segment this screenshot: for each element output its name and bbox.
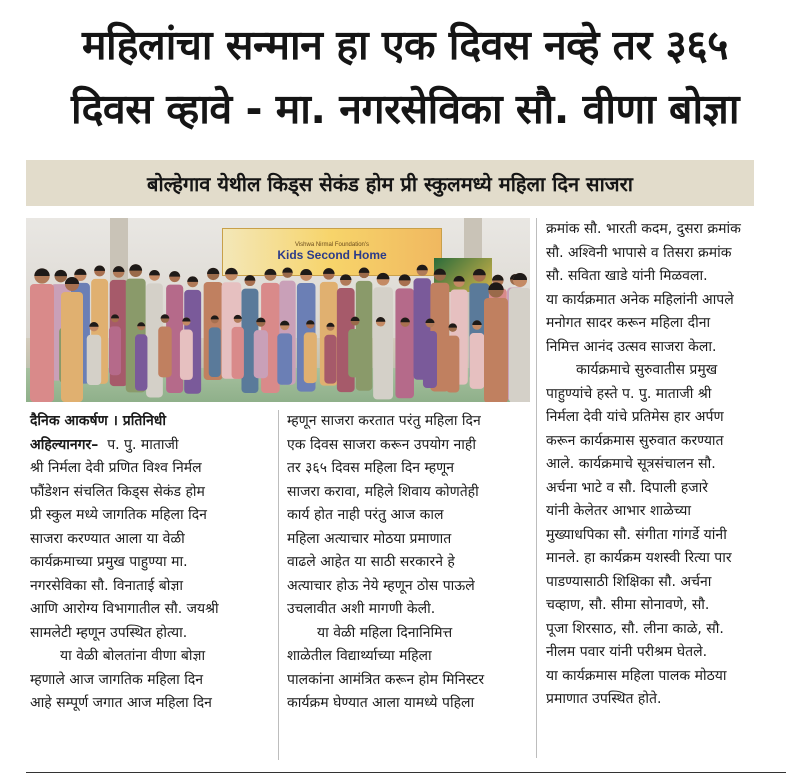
- child-body: [277, 333, 292, 384]
- article-line: श्री निर्मला देवी प्रणित विश्व निर्मल: [30, 460, 202, 476]
- child-body: [180, 330, 193, 380]
- article-line: यांनी केलेतर आभार शाळेच्या: [546, 503, 692, 519]
- adult-hair: [245, 275, 256, 280]
- adult-hair: [300, 269, 312, 275]
- dateline-place: अहिल्यानगर–: [30, 436, 99, 453]
- adult-hair: [399, 274, 411, 280]
- adult-hair: [113, 266, 124, 272]
- article-line: कार्यक्रमाचे सुरुवातीस प्रमुख: [576, 362, 718, 378]
- article-line: सामलेटी म्हणून उपस्थित होत्या.: [30, 624, 188, 641]
- article-line: महिला अत्याचार मोठया प्रमाणात: [287, 530, 452, 547]
- event-group-photo: [26, 218, 530, 402]
- article-line: या वेळी बोलतांना वीणा बोज्ञा: [60, 648, 206, 664]
- article-line: अत्याचार होऊ नेये म्हणून ठोस पाऊले: [287, 577, 475, 594]
- article-line: या कार्यक्रमास महिला पालक मोठया: [546, 667, 727, 684]
- article-line: क्रमांक सौ. भारती कदम, दुसरा क्रमांक: [546, 221, 741, 237]
- article-line: म्हणाले आज जागतिक महिला दिन: [30, 671, 204, 688]
- article-line: मुख्याधपिका सौ. संगीता गांगर्डे यांनी: [546, 526, 727, 543]
- article-line: पाहुण्यांचे हस्ते प. पु. माताजी श्री: [546, 385, 712, 402]
- article-line: नीलम पवार यांनी परीश्रम घेतले.: [546, 644, 708, 660]
- adult-hair: [377, 273, 390, 279]
- child-body: [423, 331, 437, 388]
- adult-hair: [492, 275, 503, 281]
- article-line: पालकांना आमंत्रित करून होम मिनिस्टर: [287, 671, 485, 688]
- article-line: पाडण्यासाठी शिक्षिका सौ. अर्चना: [546, 573, 712, 590]
- article-line: पूजा शिरसाठ, सौ. लीना काळे, सौ.: [546, 620, 724, 637]
- page-bottom-rule: [26, 772, 786, 773]
- child-body: [135, 334, 147, 390]
- article-line: सौ. अश्विनी भापासे व तिसरा क्रमांक: [546, 244, 732, 261]
- headline-line-1: महिलांचा सन्मान हा एक दिवस नव्हे तर ३६५: [82, 21, 728, 69]
- article-line: साजरा करण्यात आला या वेळी: [30, 530, 185, 547]
- child-body: [446, 336, 459, 393]
- adult-hair: [94, 266, 105, 271]
- adult-hair: [473, 269, 486, 275]
- article-line: तर ३६५ दिवस महिला दिन म्हणून: [287, 460, 455, 476]
- adult-hair: [34, 268, 49, 276]
- article-line: मानले. हा कार्यक्रम यशस्वी रित्या पार: [546, 550, 732, 566]
- child-body: [158, 327, 171, 378]
- child-body: [398, 330, 413, 379]
- adult-hair: [340, 274, 351, 280]
- child-body: [209, 327, 221, 377]
- article-line: आले. कार्यक्रमाचे सूत्रसंचालन सौ.: [546, 456, 716, 472]
- child-body: [470, 333, 485, 389]
- adult-hair: [207, 268, 219, 274]
- article-line: निमित्त आनंद उत्सव साजरा केला.: [546, 338, 717, 355]
- adult-hair: [359, 268, 370, 273]
- article-line: म्हणून साजरा करतात परंतु महिला दिन: [287, 413, 481, 429]
- adult-hair: [264, 269, 276, 275]
- article-line: वाढले आहेत या साठी सरकारने हे: [287, 554, 455, 570]
- article-line: अर्चना भाटे व सौ. दिपाली हजारे: [546, 479, 709, 496]
- adult-hair: [225, 268, 238, 274]
- article-column-3: [546, 218, 782, 712]
- adult-body: [484, 298, 508, 402]
- banner-title-text: Kids Second Home: [277, 248, 387, 262]
- article-column-2: [287, 410, 521, 716]
- article-line: एक दिवस साजरा करून उपयोग नाही: [287, 436, 476, 453]
- column-divider: [278, 410, 279, 760]
- article-line: करून कार्यक्रमास सुरुवात करण्यात: [546, 432, 724, 449]
- article-line: सौ. सविता खाडे यांनी मिळवला.: [546, 268, 708, 284]
- child-body: [348, 329, 362, 377]
- column-divider: [536, 218, 537, 758]
- article-line: निर्मला देवी यांचे प्रतिमेस हार अर्पण: [546, 409, 724, 425]
- subheadline-box: [26, 160, 754, 206]
- adult-hair: [434, 269, 446, 275]
- article-line: फौंडेशन संचलित किड्स सेकंड होम: [30, 483, 205, 500]
- adult-hair: [282, 267, 292, 272]
- article-line: मनोगत सादर करून महिला दीना: [546, 315, 711, 331]
- byline: दैनिक आकर्षण । प्रतिनिधी: [30, 413, 166, 429]
- child-body: [373, 330, 388, 383]
- adult-hair: [149, 270, 160, 275]
- adult-hair: [169, 271, 180, 276]
- child-body: [324, 335, 336, 384]
- subheadline-text: बोल्हेगाव येथील किड्स सेकंड होम प्री स्कुलमध्ये महिला दिन साजरा: [147, 171, 633, 196]
- article-line: प. पु. माताजी: [107, 436, 179, 453]
- child-body: [109, 326, 121, 375]
- article-line: कार्यक्रमाच्या प्रमुख पाहुण्या मा.: [30, 554, 188, 570]
- banner-small-text: Vishwa Nirmal Foundation's: [294, 242, 370, 248]
- adult-hair: [74, 269, 86, 275]
- article-line: या वेळी महिला दिनानिमित्त: [317, 624, 453, 641]
- article-line: चव्हाण, सौ. सीमा सोनावणे, सौ.: [546, 597, 710, 613]
- adult-body: [509, 288, 530, 402]
- article-line: या कार्यक्रमात अनेक महिलांनी आपले: [546, 291, 734, 308]
- article-line: प्रमाणात उपस्थित होते.: [546, 691, 662, 707]
- adult-hair: [187, 276, 198, 281]
- article-line: नगरसेविका सौ. विनाताई बोज्ञा: [30, 577, 184, 594]
- article-line: उचलावीत अशी मागणी केली.: [287, 601, 436, 617]
- article-line: आणि आरोग्य विभागातील सौ. जयश्री: [30, 601, 219, 617]
- article-line: प्री स्कुल मध्ये जागतिक महिला दिन: [30, 507, 207, 523]
- article-line: शाळेतील विद्यार्थ्याच्या महिला: [287, 648, 432, 664]
- headline-line-2: दिवस व्हावे - मा. नगरसेविका सौ. वीणा बोज्ञा: [71, 85, 739, 133]
- adult-hair: [417, 265, 428, 271]
- child-body: [254, 330, 268, 378]
- child-body: [87, 335, 101, 385]
- adult-hair: [453, 276, 464, 282]
- article-column-1: [30, 410, 262, 716]
- adult-hair: [55, 270, 67, 276]
- adult-hair: [513, 273, 527, 280]
- child-body: [232, 327, 244, 379]
- article-line: कार्यक्रम घेण्यात आला यामध्ये पहिला: [287, 695, 475, 711]
- adult-hair: [323, 268, 335, 274]
- article-line: कार्य होत नाही परंतु आज काल: [287, 507, 444, 523]
- article-line: साजरा करावा, महिले शिवाय कोणतेही: [287, 483, 479, 500]
- adult-hair: [129, 264, 142, 270]
- child-body: [304, 332, 317, 383]
- adult-body: [30, 284, 54, 402]
- photo-crowd: [26, 218, 530, 402]
- article-line: आहे सम्पूर्ण जगात आज महिला दिन: [30, 695, 212, 711]
- adult-body: [61, 292, 83, 402]
